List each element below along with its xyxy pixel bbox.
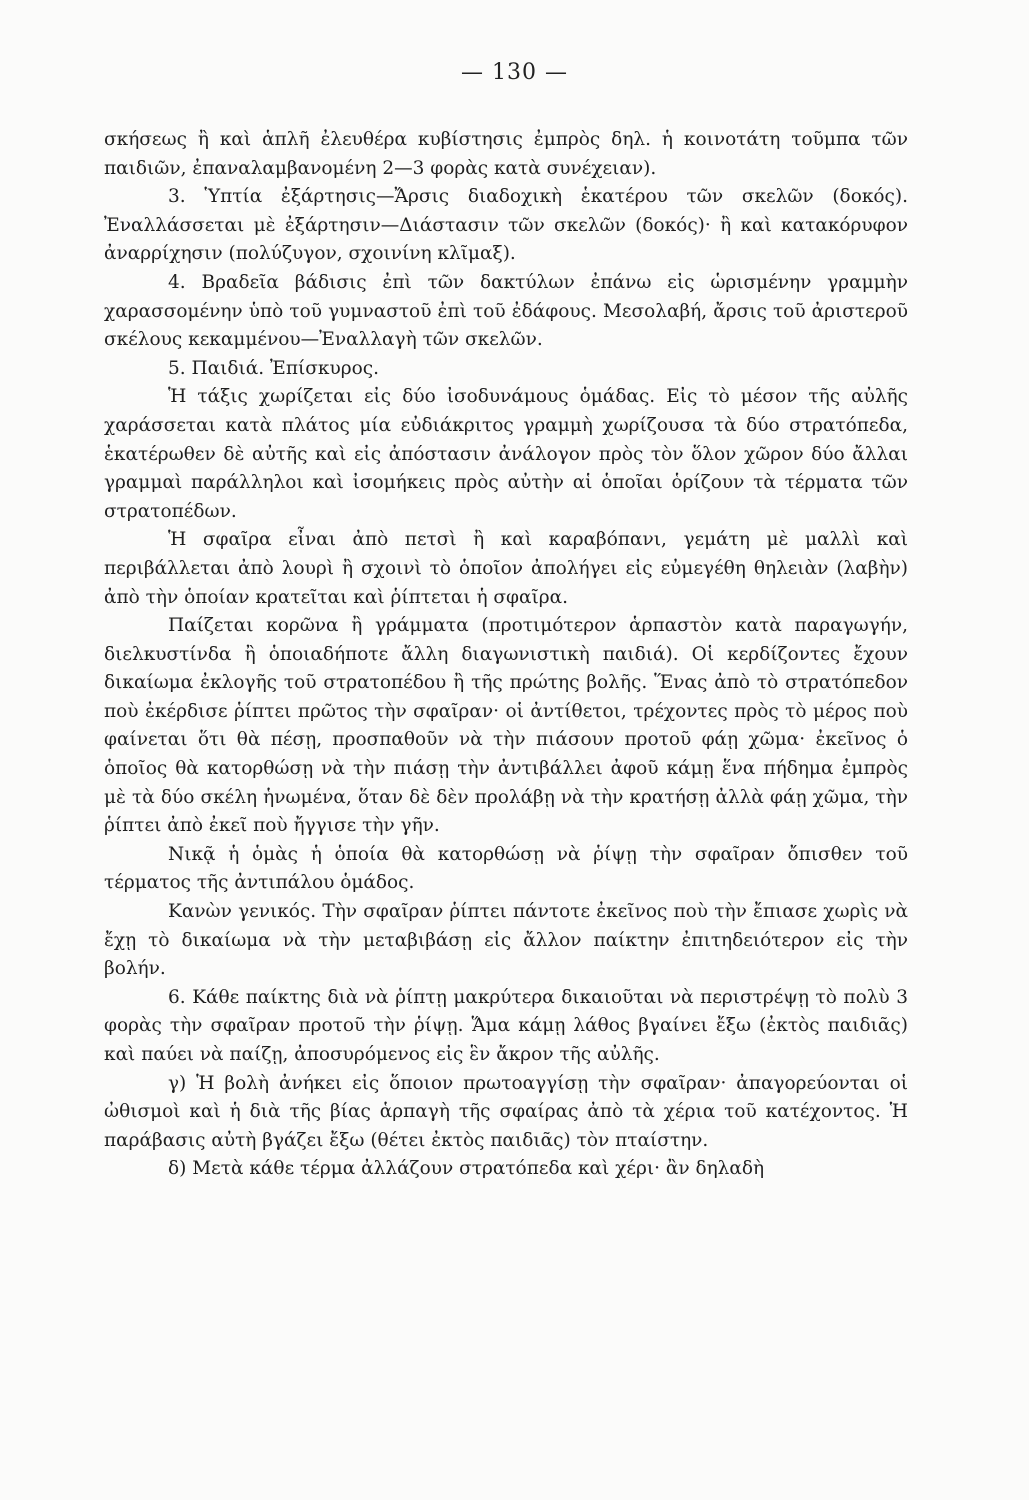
paragraph-10: 6. Κάθε παίκτης διὰ νὰ ῥίπτῃ μακρύτερα δικαιοῦται νὰ περιστρέψῃ τὸ πολὺ 3 φορὰς τὴν σφαῖραν προτοῦ τὴν ῥίψῃ. Ἅμα κάμῃ λάθος βγαίνει ἔξω (ἐκτὸς παιδιᾶς) καὶ παύει νὰ παίζῃ, ἀποσυρόμενος εἰς ἓν ἄκρον τῆς αὐλῆς. <box>104 986 908 1065</box>
paragraph-2: 3. Ὑπτία ἐξάρτησις—Ἄρσις διαδοχικὴ ἑκατέρου τῶν σκελῶν (δοκός). Ἐναλλάσσεται μὲ ἐξάρτησιν—Διάστασιν τῶν σκελῶν (δοκός)· ἢ καὶ κατακόρυφον ἀναρρίχησιν (πολύζυγον, σχοινίνη κλῖμαξ). <box>104 186 908 265</box>
page-number: — 130 — <box>461 60 568 85</box>
paragraph-6: Ἡ σφαῖρα εἶναι ἀπὸ πετσὶ ἢ καὶ καραβόπανι, γεμάτη μὲ μαλλὶ καὶ περιβάλλεται ἀπὸ λουρὶ ἢ σχοινὶ τὸ ὁποῖον ἀπολήγει εἰς εὐμεγέθη θηλειὰν (λαβὴν) ἀπὸ τὴν ὁποίαν κρατεῖται καὶ ῥίπτεται ἡ σφαῖρα. <box>104 529 908 608</box>
paragraph-11: γ) Ἡ βολὴ ἀνήκει εἰς ὅποιον πρωτοαγγίσῃ τὴν σφαῖραν· ἀπαγορεύονται οἱ ὠθισμοὶ καὶ ἡ διὰ τῆς βίας ἁρπαγὴ τῆς σφαίρας ἀπὸ τὰ χέρια τοῦ κατέχοντος. Ἡ παράβασις αὐτὴ βγάζει ἔξω (θέτει ἐκτὸς παιδιᾶς) τὸν πταίστην. <box>104 1072 908 1151</box>
paragraph-7: Παίζεται κορῶνα ἢ γράμματα (προτιμότερον ἁρπαστὸν κατὰ παραγωγήν, διελκυστίνδα ἢ ὁποιαδήποτε ἄλλη διαγωνιστικὴ παιδιά). Οἱ κερδίζοντες ἔχουν δικαίωμα ἐκλογῆς τοῦ στρατοπέδου ἢ τῆς πρώτης βολῆς. Ἕνας ἀπὸ τὸ στρατόπεδον ποὺ ἐκέρδισε ῥίπτει πρῶτος τὴν σφαῖραν· οἱ ἀντίθετοι, τρέχοντες πρὸς τὸ μέρος ποὺ φαίνεται ὅτι θὰ πέσῃ, προσπαθοῦν νὰ τὴν πιάσουν προτοῦ φάῃ χῶμα· ἐκεῖνος ὁ ὁποῖος θὰ κατορθώσῃ νὰ τὴν πιάσῃ τὴν ἀντιβάλλει ἀφοῦ κάμῃ ἕνα πήδημα ἐμπρὸς μὲ τὰ δύο σκέλη ἡνωμένα, ὅταν δὲ δὲν προλάβῃ νὰ τὴν κρατήσῃ ἀλλὰ φάῃ χῶμα, τὴν ῥίπτει ἀπὸ ἐκεῖ ποὺ ἤγγισε τὴν γῆν. <box>104 615 908 837</box>
paragraph-12: δ) Μετὰ κάθε τέρμα ἀλλάζουν στρατόπεδα καὶ χέρι· ἂν δηλαδὴ <box>168 1158 765 1180</box>
paragraph-4: 5. Παιδιά. Ἐπίσκυρος. <box>168 357 379 379</box>
paragraph-1: σκήσεως ἢ καὶ ἁπλῆ ἐλευθέρα κυβίστησις ἐμπρὸς δηλ. ἡ κοινοτάτη τοῦμπα τῶν παιδιῶν, ἐπαναλαμβανομένη 2—3 φορὰς κατὰ συνέχειαν). <box>104 129 908 179</box>
paragraph-8: Νικᾷ ἡ ὁμὰς ἡ ὁποία θὰ κατορθώσῃ νὰ ῥίψῃ τὴν σφαῖραν ὄπισθεν τοῦ τέρματος τῆς ἀντιπάλου ὁμάδος. <box>104 843 908 894</box>
paragraph-5: Ἡ τάξις χωρίζεται εἰς δύο ἰσοδυνάμους ὁμάδας. Εἰς τὸ μέσον τῆς αὐλῆς χαράσσεται κατὰ πλάτος μία εὐδιάκριτος γραμμὴ χωρίζουσα τὰ δύο στρατόπεδα, ἑκατέρωθεν δὲ αὐτῆς καὶ εἰς ἀπόστασιν ἀνάλογον πρὸς τὸν ὅλον χῶρον δύο ἄλλαι γραμμαὶ παράλληλοι καὶ ἰσομήκεις πρὸς αὐτὴν αἱ ὁποῖαι ὁρίζουν τὰ τέρματα τῶν στρατοπέδων. <box>104 386 908 522</box>
paragraph-9: Κανὼν γενικός. Τὴν σφαῖραν ῥίπτει πάντοτε ἐκεῖνος ποὺ τὴν ἔπιασε χωρὶς νὰ ἔχῃ τὸ δικαίωμα νὰ τὴν μεταβιβάσῃ εἰς ἄλλον παίκτην ἐπιτηδειότερον εἰς τὴν βολήν. <box>104 901 908 980</box>
body-text <box>104 126 908 1184</box>
paragraph-3: 4. Βραδεῖα βάδισις ἐπὶ τῶν δακτύλων ἐπάνω εἰς ὡρισμένην γραμμὴν χαρασσομένην ὑπὸ τοῦ γυμναστοῦ ἐπὶ τοῦ ἐδάφους. Μεσολαβή, ἄρσις τοῦ ἀριστεροῦ σκέλους κεκαμμένου—Ἐναλλαγὴ τῶν σκελῶν. <box>104 271 908 351</box>
